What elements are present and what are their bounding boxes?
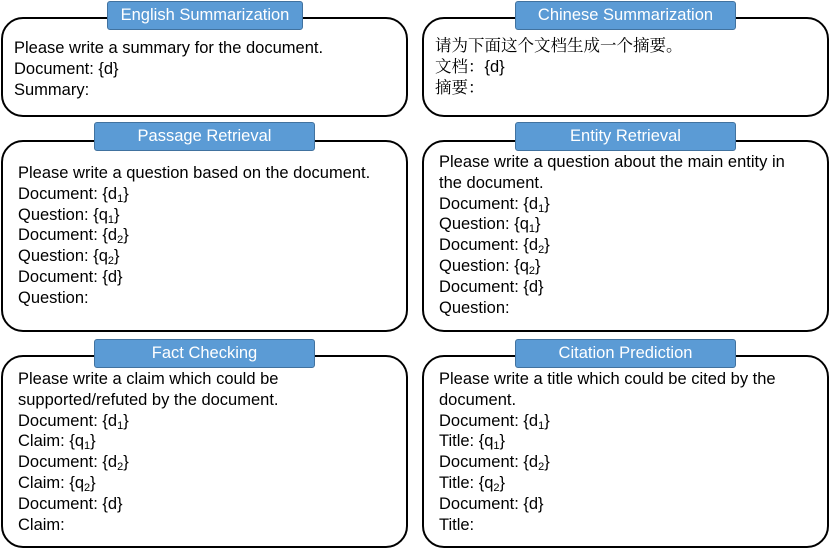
prompt-box bbox=[422, 140, 829, 332]
prompt-line-text: Document: {d bbox=[18, 453, 118, 472]
prompt-line-text: } bbox=[544, 453, 550, 472]
prompt-line-text: Document: {d bbox=[439, 453, 539, 472]
prompt-line-text: Document: {d} bbox=[18, 494, 123, 513]
prompt-line bbox=[439, 452, 819, 473]
prompt-line-text: } bbox=[499, 473, 506, 492]
subscript-index: 1 bbox=[493, 440, 500, 453]
prompt-line-text: } bbox=[544, 236, 550, 255]
prompt-line bbox=[14, 59, 398, 80]
subscript-index: 1 bbox=[538, 202, 545, 215]
subscript-index: 1 bbox=[117, 419, 124, 432]
prompt-line bbox=[18, 288, 398, 309]
prompt-line-text: supported/refuted by the document. bbox=[18, 390, 279, 409]
prompt-line-text: } bbox=[544, 411, 550, 430]
prompt-line-text: Claim: {q bbox=[18, 473, 85, 492]
prompt-line bbox=[439, 214, 819, 235]
prompt-line bbox=[435, 36, 819, 57]
prompt-line bbox=[18, 473, 398, 494]
prompt-line-text: } bbox=[123, 453, 129, 472]
prompt-box bbox=[1, 17, 408, 117]
prompt-line-text: 摘要： bbox=[435, 78, 485, 97]
prompt-line-text: } bbox=[90, 432, 96, 451]
panel-title-tab: Fact Checking bbox=[94, 339, 315, 368]
prompt-line-text: Question: {q bbox=[439, 256, 529, 275]
prompt-line-text: Document: {d bbox=[439, 236, 539, 255]
prompt-line bbox=[439, 277, 819, 298]
prompt-line-text: Question: {q bbox=[18, 247, 108, 266]
prompt-line bbox=[439, 494, 819, 515]
prompt-line-text: Claim: bbox=[18, 515, 65, 534]
prompt-box bbox=[1, 140, 408, 332]
prompt-line-text: Question: {q bbox=[18, 205, 108, 224]
prompt-line bbox=[18, 515, 398, 536]
panel-chinese-summarization bbox=[422, 1, 829, 117]
prompt-text bbox=[14, 38, 398, 100]
prompt-line bbox=[439, 235, 819, 256]
prompt-line-text: } bbox=[499, 432, 506, 451]
prompt-line-text: Document: {d bbox=[439, 194, 539, 213]
prompt-line bbox=[439, 298, 819, 319]
prompt-line-text: Question: bbox=[18, 288, 89, 307]
subscript-index: 2 bbox=[538, 244, 545, 257]
prompt-line bbox=[18, 369, 398, 390]
prompt-line bbox=[435, 57, 819, 78]
prompt-line-text: the document. bbox=[439, 173, 544, 192]
prompt-line-text: document. bbox=[439, 390, 517, 409]
prompt-box bbox=[1, 355, 408, 548]
prompt-line-text: Please write a summary for the document. bbox=[14, 39, 324, 57]
prompt-line-text: } bbox=[114, 205, 120, 224]
prompt-line-text: 文档：{d} bbox=[435, 57, 505, 76]
prompt-line bbox=[439, 194, 819, 215]
prompt-line-text: Document: {d} bbox=[439, 494, 544, 513]
subscript-index: 1 bbox=[528, 223, 536, 236]
prompt-line-text: Document: {d bbox=[18, 411, 118, 430]
subscript-index: 2 bbox=[538, 461, 545, 474]
prompt-line bbox=[18, 431, 398, 452]
prompt-line-text: Question: {q bbox=[439, 215, 529, 234]
panel-title-tab: English Summarization bbox=[107, 1, 303, 30]
prompt-line bbox=[439, 411, 819, 432]
prompt-line bbox=[439, 152, 819, 173]
prompt-line-text: Document: {d bbox=[439, 411, 539, 430]
panel-english-summarization bbox=[1, 1, 408, 117]
prompt-line-text: Claim: {q bbox=[18, 432, 85, 451]
prompt-line bbox=[439, 431, 819, 452]
prompt-line-text: Document: {d bbox=[18, 184, 118, 203]
prompt-line-text: } bbox=[123, 226, 129, 245]
prompt-text bbox=[439, 152, 819, 318]
subscript-index: 2 bbox=[84, 481, 91, 494]
prompt-line-text: } bbox=[544, 194, 550, 213]
prompt-line bbox=[439, 515, 819, 536]
prompt-line bbox=[18, 225, 398, 246]
prompt-line-text: Title: {q bbox=[439, 473, 494, 492]
prompt-box bbox=[422, 17, 829, 117]
prompt-text bbox=[435, 36, 819, 98]
prompt-line-text: Summary: bbox=[14, 80, 90, 99]
prompt-line-text: Question: bbox=[439, 298, 510, 317]
prompt-line bbox=[14, 80, 398, 101]
prompt-line-text: } bbox=[90, 473, 96, 492]
prompt-line bbox=[435, 78, 819, 99]
prompt-line-text: 请为下面这个文档生成一个摘要。 bbox=[435, 37, 683, 55]
prompt-line bbox=[18, 452, 398, 473]
prompt-line-text: Please write a question about the main entity in bbox=[439, 153, 785, 171]
panel-title-tab: Chinese Summarization bbox=[515, 1, 736, 30]
prompt-line-text: Document: {d} bbox=[14, 59, 119, 78]
prompt-line-text: } bbox=[123, 184, 129, 203]
prompt-line-text: Please write a claim which could be bbox=[18, 370, 279, 388]
subscript-index: 2 bbox=[117, 234, 124, 247]
panel-entity-retrieval bbox=[422, 122, 829, 332]
prompt-line-text: Title: {q bbox=[439, 432, 494, 451]
prompt-line bbox=[18, 494, 398, 515]
prompt-line-text: } bbox=[123, 411, 129, 430]
subscript-index: 2 bbox=[493, 481, 500, 494]
prompt-line bbox=[439, 390, 819, 411]
subscript-index: 1 bbox=[107, 213, 115, 226]
prompt-line bbox=[18, 390, 398, 411]
prompt-line bbox=[18, 184, 398, 205]
prompt-line-text: } bbox=[114, 247, 120, 266]
prompt-line-text: } bbox=[535, 256, 541, 275]
prompt-line bbox=[18, 267, 398, 288]
subscript-index: 1 bbox=[117, 192, 124, 205]
prompt-line bbox=[18, 411, 398, 432]
panel-fact-checking bbox=[1, 339, 408, 548]
prompt-line-text: } bbox=[535, 215, 541, 234]
prompt-line-text: Please write a question based on the document. bbox=[18, 164, 371, 182]
panel-citation-prediction bbox=[422, 339, 829, 548]
prompt-text bbox=[439, 369, 819, 535]
prompt-line bbox=[14, 38, 398, 59]
prompt-text bbox=[18, 163, 398, 309]
prompt-line-text: Please write a title which could be cited by the bbox=[439, 370, 776, 388]
prompt-line bbox=[439, 473, 819, 494]
panel-title-tab: Citation Prediction bbox=[515, 339, 736, 368]
prompt-line bbox=[439, 369, 819, 390]
prompt-line bbox=[439, 173, 819, 194]
panel-title-tab: Passage Retrieval bbox=[94, 122, 315, 151]
prompt-box bbox=[422, 355, 829, 548]
prompt-line-text: Document: {d bbox=[18, 226, 118, 245]
subscript-index: 2 bbox=[107, 255, 115, 268]
prompt-line-text: Document: {d} bbox=[18, 267, 123, 286]
prompt-line bbox=[18, 163, 398, 184]
prompt-line bbox=[439, 256, 819, 277]
subscript-index: 1 bbox=[84, 440, 91, 453]
panel-passage-retrieval bbox=[1, 122, 408, 332]
prompt-line bbox=[18, 246, 398, 267]
panel-title-tab: Entity Retrieval bbox=[515, 122, 736, 151]
subscript-index: 2 bbox=[528, 264, 536, 277]
prompt-line-text: Document: {d} bbox=[439, 277, 544, 296]
prompt-text bbox=[18, 369, 398, 535]
subscript-index: 1 bbox=[538, 419, 545, 432]
prompt-line-text: Title: bbox=[439, 515, 475, 534]
prompt-line bbox=[18, 205, 398, 226]
subscript-index: 2 bbox=[117, 461, 124, 474]
